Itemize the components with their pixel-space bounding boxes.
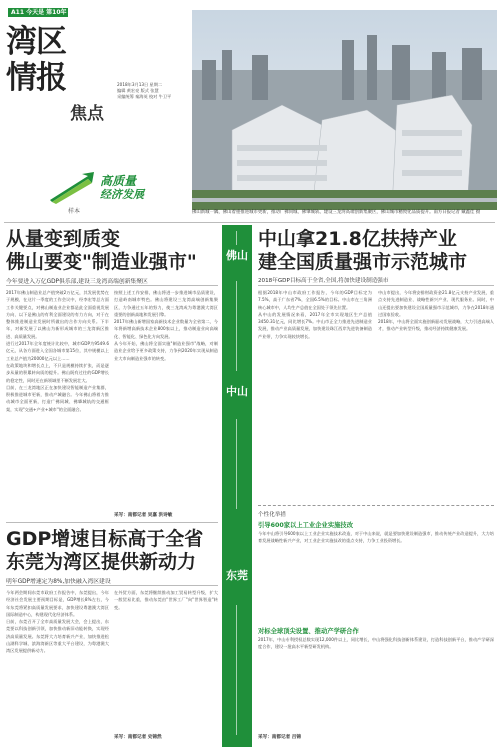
paragraph: 根据2018年中山市政府工作报告，今年的GDP目标定为7.5%，高于广东省7%，全国6.5%的目标。中山市在三角洲核心城市中，人均生产总值在全国处于领先位置。: [258, 290, 372, 310]
dongguan-subhead: 明年GDP增速定为8%,加快融入湾区建设: [6, 579, 111, 585]
city-skyline-image: [192, 10, 497, 210]
zhongshan-headline-2: 建全国质量强市示范城市: [258, 251, 468, 273]
foshan-headline-2: 佛山要变"制造业强市": [6, 251, 197, 273]
divider: [4, 222, 495, 223]
foshan-column-2: [114, 289, 218, 511]
dongguan-byline: 采写：南都记者 史锦然: [114, 735, 162, 740]
quality-logo: [48, 170, 188, 206]
divider: [236, 231, 237, 245]
paragraph: 2017年佛山制造业总产值突破2万亿元，其发展优势在于规模，在这片一季度的工作会议中，经李宏等总方面工作关键要点，对佛山制造业企业都是此全面重视发展方向、以下是佛山的有利全面建设的有力方向，对于在整体推进制造业发展时所做出的合作方向关系。下半年，对新发展了以佛山为新形成城市的三龙湾新区推进、高质量发展。: [6, 290, 109, 339]
box1-heading: 引导600家以上工业企业实施技改: [258, 522, 354, 529]
foshan-headline-1: 从量变到质变: [6, 228, 121, 250]
strip-label-foshan: 佛山: [226, 249, 248, 262]
foshan-subhead: 今年要进入万亿GDP俱乐部,建设三龙湾高端创新集聚区: [6, 279, 148, 285]
dongguan-headline-2: 东莞为湾区提供新动力: [6, 551, 197, 573]
zhongshan-headline-1: 中山拿21.8亿扶持产业: [258, 228, 457, 250]
title-line-2: 情报: [6, 60, 66, 96]
sample-tag: 样本: [68, 208, 81, 215]
zhongshan-byline: 采写：南都记者 吕锦: [258, 735, 301, 740]
divider: [6, 285, 218, 286]
paragraph: 在外贸方面，东莞将继续推动加工贸易转型升级，扩大一般贸易比重，推动东莞由"世界工厂"向"世界智造"转变。: [114, 590, 218, 610]
zhongshan-column-1: [258, 289, 372, 499]
editor-credit: 编辑 黄宏亮 版式 张慧: [117, 88, 159, 93]
dongguan-column-2: [114, 589, 218, 729]
paragraph: 进行过2017年全年度统计比较中，城市GDP为9549.6亿元，从各方面进入全国各城市第15位，其中规模以上工业总产值为20000亿元以上……: [6, 341, 109, 361]
divider: [6, 522, 218, 523]
staff-credit: 采编统筹 秦海英 校对 牛卫平: [117, 94, 172, 99]
paragraph: 按照上述工作安排，佛山将进一步推进城市品质建设，打造岭南城市特色。佛山将建设三龙湾高端创新集聚区，力争通过五年的努力，使三龙湾成为粤港澳大湾区重要的创新高地和发展引擎。: [114, 290, 218, 317]
paragraph: 今年两会期间东莞市政府工作报告中，东莞提出，今年经济社会发展主要预期目标是，GDP增长8%左右，今年东莞将紧扣高质量发展要求，加快建设粤港澳大湾区国际制造中心，构建现代化经济体系。: [6, 590, 109, 617]
section-title: [6, 24, 70, 96]
divider: [236, 281, 237, 371]
foshan-column-1: [6, 289, 109, 519]
logo-line-2: 经济发展: [100, 188, 144, 201]
box1-text: 今年中山将引导600家以上工业企业实施技术改造，对于中山来说，就是要加快建设制造强市，推动传统产业改造提升，大力培育发展战略性新兴产业，对工业企业实施技改的重点支持，力争工业投资增长。: [258, 531, 494, 544]
strip-label-zhongshan: 中山: [226, 385, 248, 398]
issue-date: 2018年3月13日 星期二: [117, 82, 163, 87]
paragraph: 日前，东莞召开了全市高质量发展大会，会上提出，东莞要以科技创新引领，加快推动新旧动能转换，实现经济高质量发展。东莞将大力培育新兴产业，加快推进松山湖科学城、滨海湾新区等重大平台建设，为粤港澳大湾区发展提供新动力。: [6, 619, 109, 654]
paragraph: 中山市提出，今年将安排财政资金21.8亿元支持产业发展，重点支持先进制造业、战略性新兴产业、现代服务业。同时，中山还提出要加快建设全国质量强市示范城市，力争在2018年通过国家验收。: [378, 290, 494, 317]
city-photo: [192, 10, 497, 222]
divider: [6, 585, 218, 586]
box2-heading: 对标全球顶尖设置、推动产学研合作: [258, 628, 359, 635]
logo-line-1: 高质量: [100, 174, 137, 188]
paragraph: 从中山的发展情况来看，2017年全市实现地区生产总值3450.31亿元，同比增长7%。中山市正全力推进先进制造业发展，推动产业高质量发展，加快建设珠江西岸先进装备制造产业带，力争实现较快增长。: [258, 311, 372, 339]
title-line-1: 湾区: [6, 24, 66, 60]
edition-label: A11 今天是 第10年 06: [8, 8, 68, 17]
dongguan-headline-1: GDP增速目标高于全省: [6, 528, 204, 550]
strip-label-dongguan: 东莞: [226, 569, 248, 582]
paragraph: 从今年开始，佛山将全面实施"制造业强市"战略，对制造业企业给予更多政策支持，力争到2020年实现从制造业大市向制造业强市的转变。: [114, 341, 218, 361]
box1-title: 个性化举措: [258, 512, 286, 518]
paragraph: 2018年，中山将全面实施创新驱动发展战略，大力引进高端人才，推动产业转型升级，推动经济持续健康发展。: [378, 319, 494, 332]
dongguan-column-1: [6, 589, 109, 744]
photo-caption: 佛山新城一隅，佛山着重推进城市更新，推动广佛同城、佛肇城轨、建设三龙湾高端创新集聚区，佛山城市精致化品质提升。南方日报记者 戴鑫佳 摄: [192, 210, 481, 215]
subtitle-focus: 焦点: [70, 104, 104, 124]
foshan-byline: 采写：南都记者 吴嘉 洪诗敏: [114, 513, 173, 518]
paragraph: 在政策地块和增长点上，不只是规模持续扩张，而是逐步从量的积累转向质的提升。佛山既有过往的GDP增长的稳定性，同时还在新领域里不断发展壮大。: [6, 362, 109, 383]
box2-text: 2017年，中山专利授权总数实现12,000件以上，同比增长，中山将强化科技创新体系建设，打造科技创新平台，推动产学研深度合作，建设一批高水平新型研发机构。: [258, 637, 494, 650]
paragraph: 2017年佛山新增国家高新技术企业数量为全省第二，今年将新增高新技术企业800家以上，推动制造业向高端化、智能化、绿色化方向发展。: [114, 319, 218, 339]
zhongshan-column-2: [378, 289, 494, 499]
city-section-strip: [222, 225, 252, 747]
divider: [258, 285, 494, 286]
divider: [236, 419, 237, 509]
zhongshan-subhead: 2018年GDP目标高于全省,全国,将加快建设制造强市: [258, 278, 389, 284]
divider: [258, 505, 494, 506]
divider: [236, 605, 237, 735]
paragraph: 目前，在三龙湾地区正在加快建设智能制造产业集群，积极推进城市更新，推动产城融合。今年佛山将着力推动城市全面更新，打造广佛同城、佛肇城轨的交通框架，实现"交通+产业+城市"的全面融合。: [6, 384, 109, 412]
